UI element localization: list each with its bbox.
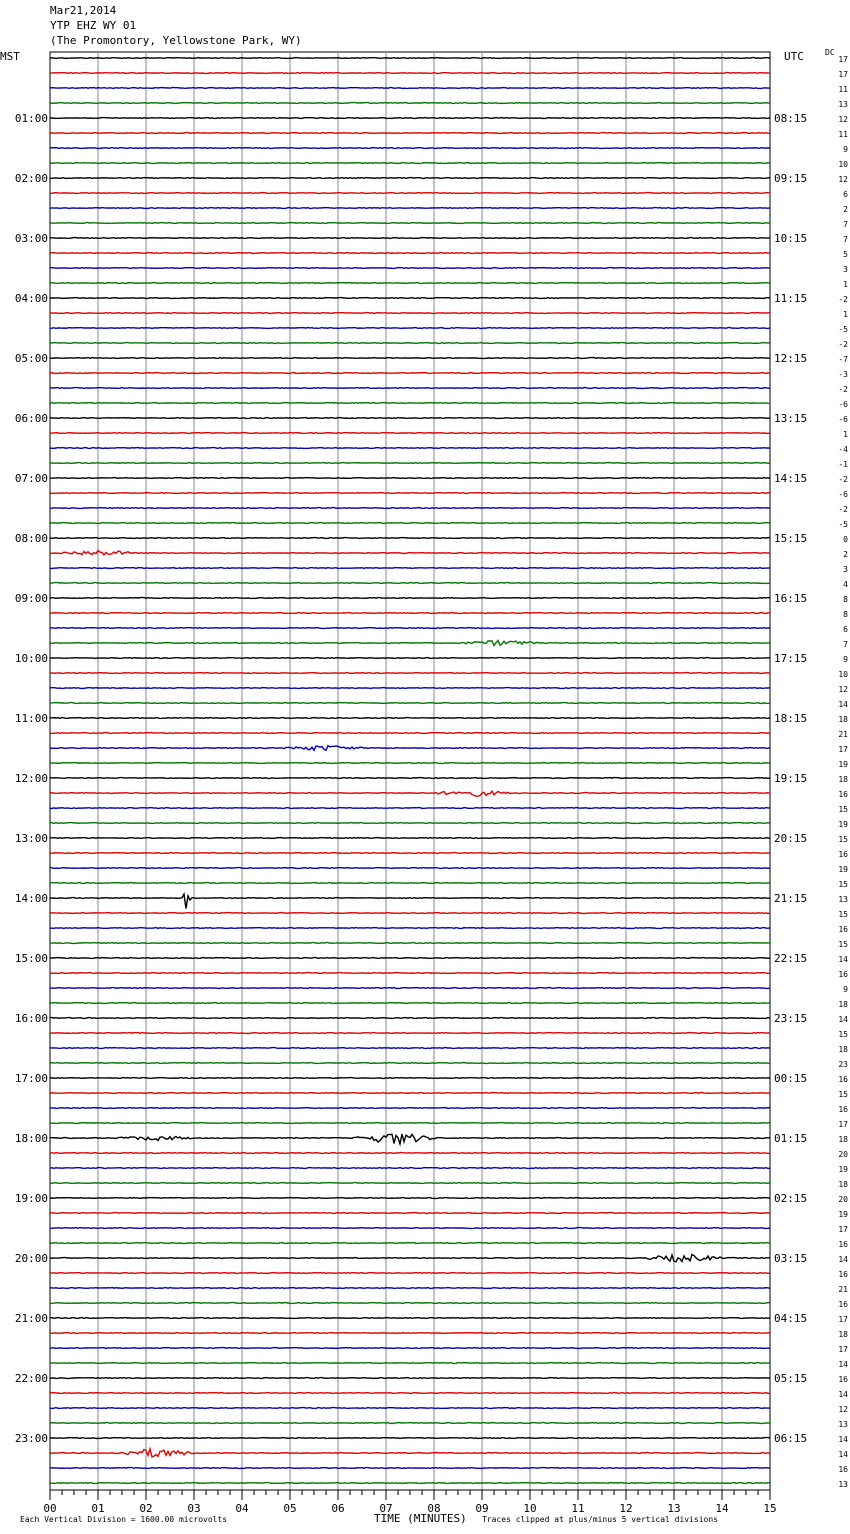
trace-line xyxy=(50,178,770,179)
trace-line xyxy=(50,640,770,645)
dc-offset-value: 1 xyxy=(843,310,848,319)
dc-offset-value: 19 xyxy=(838,820,848,829)
dc-offset-value: 15 xyxy=(838,910,848,919)
left-hour-label: 20:00 xyxy=(14,1252,48,1265)
dc-offset-value: 12 xyxy=(838,685,848,694)
x-tick-label: 04 xyxy=(235,1502,249,1515)
right-hour-label: 08:15 xyxy=(774,112,808,125)
dc-offset-value: 12 xyxy=(838,115,848,124)
trace-line xyxy=(50,568,770,569)
dc-offset-value: 20 xyxy=(838,1195,848,1204)
left-hour-label: 06:00 xyxy=(14,412,48,425)
trace-line xyxy=(50,1243,770,1244)
dc-offset-value: 14 xyxy=(838,1390,848,1399)
left-hour-label: 08:00 xyxy=(14,532,48,545)
dc-offset-value: 18 xyxy=(838,775,848,784)
dc-offset-value: -7 xyxy=(838,355,848,364)
right-hour-label: 01:15 xyxy=(774,1132,808,1145)
left-hour-label: 15:00 xyxy=(14,952,48,965)
x-axis-label: TIME (MINUTES) xyxy=(374,1512,467,1525)
dc-offset-value: 20 xyxy=(838,1150,848,1159)
dc-offset-value: -2 xyxy=(838,385,848,394)
trace-line xyxy=(50,1423,770,1424)
dc-offset-value: 7 xyxy=(843,235,848,244)
dc-offset-value: 14 xyxy=(838,955,848,964)
right-hour-label: 09:15 xyxy=(774,172,808,185)
right-hour-label: 18:15 xyxy=(774,712,808,725)
trace-line xyxy=(50,1134,770,1144)
left-hour-label: 19:00 xyxy=(14,1192,48,1205)
trace-line xyxy=(50,193,770,194)
trace-line xyxy=(50,913,770,914)
left-hour-label: 18:00 xyxy=(14,1132,48,1145)
right-hour-label: 11:15 xyxy=(774,292,808,305)
left-hour-label: 09:00 xyxy=(14,592,48,605)
trace-line xyxy=(50,208,770,209)
dc-offset-value: 13 xyxy=(838,1420,848,1429)
trace-line xyxy=(50,448,770,449)
dc-offset-value: 6 xyxy=(843,625,848,634)
trace-line xyxy=(50,718,770,719)
header-date: Mar21,2014 xyxy=(50,4,117,17)
left-hour-label: 23:00 xyxy=(14,1432,48,1445)
clip-note: Traces clipped at plus/minus 5 vertical divisions xyxy=(482,1515,719,1524)
trace-line xyxy=(50,598,770,599)
trace-line xyxy=(50,88,770,89)
trace-line xyxy=(50,1213,770,1214)
trace-line xyxy=(50,313,770,314)
left-hour-label: 10:00 xyxy=(14,652,48,665)
trace-line xyxy=(50,943,770,944)
dc-offset-value: 8 xyxy=(843,610,848,619)
dc-offset-value: 0 xyxy=(843,535,848,544)
trace-line xyxy=(50,463,770,464)
dc-offset-value: 17 xyxy=(838,1120,848,1129)
dc-offset-value: 3 xyxy=(843,565,848,574)
trace-line xyxy=(50,1273,770,1274)
right-hour-label: 03:15 xyxy=(774,1252,808,1265)
trace-line xyxy=(50,73,770,74)
right-hour-label: 02:15 xyxy=(774,1192,808,1205)
right-hour-label: 13:15 xyxy=(774,412,808,425)
trace-line xyxy=(50,823,770,824)
trace-line xyxy=(50,958,770,959)
dc-offset-value: 4 xyxy=(843,580,848,589)
dc-offset-value: 16 xyxy=(838,850,848,859)
trace-line xyxy=(50,973,770,974)
dc-offset-value: 16 xyxy=(838,970,848,979)
trace-line xyxy=(50,550,770,555)
left-hour-label: 22:00 xyxy=(14,1372,48,1385)
dc-offset-value: 15 xyxy=(838,805,848,814)
trace-line xyxy=(50,298,770,299)
left-hour-label: 07:00 xyxy=(14,472,48,485)
trace-line xyxy=(50,493,770,494)
dc-offset-value: 18 xyxy=(838,1135,848,1144)
right-hour-label: 16:15 xyxy=(774,592,808,605)
trace-line xyxy=(50,853,770,854)
trace-line xyxy=(50,583,770,584)
dc-offset-value: 17 xyxy=(838,55,848,64)
dc-offset-value: -2 xyxy=(838,340,848,349)
trace-line xyxy=(50,778,770,779)
dc-offset-value: 23 xyxy=(838,1060,848,1069)
trace-line xyxy=(50,838,770,839)
trace-line xyxy=(50,763,770,764)
dc-offset-value: 11 xyxy=(838,85,848,94)
trace-line xyxy=(50,268,770,269)
left-hour-label: 03:00 xyxy=(14,232,48,245)
dc-offset-value: 9 xyxy=(843,985,848,994)
x-tick-label: 06 xyxy=(331,1502,345,1515)
trace-line xyxy=(50,373,770,374)
dc-offset-value: 18 xyxy=(838,1180,848,1189)
trace-line xyxy=(50,1333,770,1334)
x-tick-label: 14 xyxy=(715,1502,729,1515)
dc-offset-value: 1 xyxy=(843,280,848,289)
x-tick-label: 00 xyxy=(43,1502,57,1515)
dc-offset-value: 19 xyxy=(838,1165,848,1174)
trace-line xyxy=(50,1348,770,1349)
dc-offset-value: -5 xyxy=(838,325,848,334)
trace-line xyxy=(50,1108,770,1109)
dc-offset-value: 14 xyxy=(838,1435,848,1444)
dc-offset-value: 16 xyxy=(838,1105,848,1114)
dc-offset-value: 7 xyxy=(843,220,848,229)
left-hour-label: 14:00 xyxy=(14,892,48,905)
trace-line xyxy=(50,1183,770,1184)
trace-line xyxy=(50,1449,770,1457)
left-hour-label: 04:00 xyxy=(14,292,48,305)
trace-line xyxy=(50,1168,770,1169)
header-location: (The Promontory, Yellowstone Park, WY) xyxy=(50,34,302,47)
trace-line xyxy=(50,673,770,674)
dc-offset-value: 17 xyxy=(838,1345,848,1354)
trace-line xyxy=(50,808,770,809)
right-hour-label: 05:15 xyxy=(774,1372,808,1385)
left-hour-label: 13:00 xyxy=(14,832,48,845)
trace-line xyxy=(50,478,770,479)
x-tick-label: 09 xyxy=(475,1502,489,1515)
dc-offset-value: 18 xyxy=(838,1000,848,1009)
dc-offset-value: 15 xyxy=(838,1090,848,1099)
dc-offset-value: 12 xyxy=(838,1405,848,1414)
dc-offset-value: -3 xyxy=(838,370,848,379)
dc-offset-value: 3 xyxy=(843,265,848,274)
trace-line xyxy=(50,1153,770,1154)
dc-offset-value: 17 xyxy=(838,70,848,79)
right-hour-label: 19:15 xyxy=(774,772,808,785)
trace-line xyxy=(50,658,770,659)
trace-line xyxy=(50,746,770,751)
trace-line xyxy=(50,418,770,419)
dc-offset-value: -2 xyxy=(838,475,848,484)
trace-line xyxy=(50,1018,770,1019)
trace-line xyxy=(50,1483,770,1484)
dc-offset-value: 11 xyxy=(838,130,848,139)
dc-offset-value: 12 xyxy=(838,175,848,184)
right-hour-label: 04:15 xyxy=(774,1312,808,1325)
trace-line xyxy=(50,523,770,524)
trace-line xyxy=(50,403,770,404)
dc-offset-value: 14 xyxy=(838,1450,848,1459)
trace-line xyxy=(50,103,770,104)
x-tick-label: 12 xyxy=(619,1502,633,1515)
dc-offset-value: 16 xyxy=(838,1465,848,1474)
trace-line xyxy=(50,163,770,164)
dc-offset-value: 13 xyxy=(838,895,848,904)
left-hour-label: 11:00 xyxy=(14,712,48,725)
dc-offset-value: 18 xyxy=(838,715,848,724)
trace-line xyxy=(50,688,770,689)
trace-line xyxy=(50,988,770,989)
trace-line xyxy=(50,1078,770,1079)
dc-offset-value: 21 xyxy=(838,730,848,739)
dc-offset-value: 14 xyxy=(838,1360,848,1369)
dc-offset-value: -5 xyxy=(838,520,848,529)
left-hour-label: 02:00 xyxy=(14,172,48,185)
x-tick-label: 01 xyxy=(91,1502,105,1515)
left-hour-label: 16:00 xyxy=(14,1012,48,1025)
left-hour-label: 21:00 xyxy=(14,1312,48,1325)
trace-line xyxy=(50,791,770,796)
dc-offset-value: 16 xyxy=(838,1375,848,1384)
trace-line xyxy=(50,253,770,254)
trace-line xyxy=(50,118,770,119)
left-hour-label: 12:00 xyxy=(14,772,48,785)
dc-offset-value: 15 xyxy=(838,940,848,949)
right-hour-label: 21:15 xyxy=(774,892,808,905)
dc-offset-label: DC xyxy=(825,48,835,57)
trace-line xyxy=(50,238,770,239)
right-hour-label: 15:15 xyxy=(774,532,808,545)
trace-line xyxy=(50,1438,770,1439)
right-hour-label: 12:15 xyxy=(774,352,808,365)
dc-offset-value: 14 xyxy=(838,700,848,709)
scale-note: Each Vertical Division = 1600.00 microvolts xyxy=(20,1515,228,1524)
dc-offset-value: 17 xyxy=(838,1225,848,1234)
x-tick-label: 02 xyxy=(139,1502,153,1515)
left-hour-label: 05:00 xyxy=(14,352,48,365)
right-hour-label: 23:15 xyxy=(774,1012,808,1025)
trace-line xyxy=(50,868,770,869)
trace-line xyxy=(50,1198,770,1199)
dc-offset-value: 10 xyxy=(838,670,848,679)
trace-line xyxy=(50,928,770,929)
dc-offset-value: 15 xyxy=(838,880,848,889)
dc-offset-value: 17 xyxy=(838,745,848,754)
x-tick-label: 08 xyxy=(427,1502,441,1515)
trace-line xyxy=(50,223,770,224)
trace-line xyxy=(50,1468,770,1469)
trace-line xyxy=(50,1318,770,1319)
trace-line xyxy=(50,883,770,884)
trace-line xyxy=(50,1255,770,1262)
trace-line xyxy=(50,433,770,434)
trace-line xyxy=(50,1303,770,1304)
trace-line xyxy=(50,1288,770,1289)
dc-offset-value: 16 xyxy=(838,790,848,799)
trace-line xyxy=(50,358,770,359)
trace-line xyxy=(50,1063,770,1064)
dc-offset-value: 19 xyxy=(838,865,848,874)
right-hour-label: 17:15 xyxy=(774,652,808,665)
trace-line xyxy=(50,538,770,539)
trace-line xyxy=(50,1033,770,1034)
trace-line xyxy=(50,1393,770,1394)
dc-offset-value: -6 xyxy=(838,415,848,424)
dc-offset-value: 14 xyxy=(838,1255,848,1264)
trace-line xyxy=(50,1378,770,1379)
dc-offset-value: 16 xyxy=(838,925,848,934)
dc-offset-value: 16 xyxy=(838,1240,848,1249)
trace-line xyxy=(50,703,770,704)
left-timezone-label: MST xyxy=(0,50,20,63)
dc-offset-value: 13 xyxy=(838,100,848,109)
dc-offset-value: 16 xyxy=(838,1270,848,1279)
dc-offset-value: -6 xyxy=(838,490,848,499)
x-tick-label: 05 xyxy=(283,1502,297,1515)
dc-offset-value: 10 xyxy=(838,160,848,169)
right-hour-label: 10:15 xyxy=(774,232,808,245)
dc-offset-value: 9 xyxy=(843,655,848,664)
dc-offset-value: 14 xyxy=(838,1015,848,1024)
dc-offset-value: 19 xyxy=(838,1210,848,1219)
trace-line xyxy=(50,1048,770,1049)
trace-line xyxy=(50,388,770,389)
trace-line xyxy=(50,328,770,329)
dc-offset-value: 17 xyxy=(838,1315,848,1324)
right-hour-label: 00:15 xyxy=(774,1072,808,1085)
trace-line xyxy=(50,133,770,134)
x-tick-label: 07 xyxy=(379,1502,393,1515)
trace-line xyxy=(50,1123,770,1124)
trace-line xyxy=(50,58,770,59)
dc-offset-value: -2 xyxy=(838,505,848,514)
dc-offset-value: 18 xyxy=(838,1330,848,1339)
x-tick-label: 10 xyxy=(523,1502,537,1515)
dc-offset-value: 1 xyxy=(843,430,848,439)
trace-line xyxy=(50,628,770,629)
dc-offset-value: 21 xyxy=(838,1285,848,1294)
x-tick-label: 13 xyxy=(667,1502,681,1515)
dc-offset-value: 6 xyxy=(843,190,848,199)
dc-offset-value: 19 xyxy=(838,760,848,769)
trace-line xyxy=(50,148,770,149)
dc-offset-value: -6 xyxy=(838,400,848,409)
right-hour-label: 14:15 xyxy=(774,472,808,485)
x-tick-label: 11 xyxy=(571,1502,585,1515)
dc-offset-value: 8 xyxy=(843,595,848,604)
left-hour-label: 01:00 xyxy=(14,112,48,125)
dc-offset-value: 9 xyxy=(843,145,848,154)
dc-offset-value: 15 xyxy=(838,835,848,844)
trace-line xyxy=(50,283,770,284)
trace-line xyxy=(50,613,770,614)
dc-offset-value: 5 xyxy=(843,250,848,259)
x-tick-label: 03 xyxy=(187,1502,201,1515)
dc-offset-value: 13 xyxy=(838,1480,848,1489)
right-hour-label: 20:15 xyxy=(774,832,808,845)
trace-line xyxy=(50,343,770,344)
trace-line xyxy=(50,1408,770,1409)
trace-line xyxy=(50,1228,770,1229)
trace-line xyxy=(50,1003,770,1004)
dc-offset-value: -1 xyxy=(838,460,848,469)
trace-line xyxy=(50,508,770,509)
right-hour-label: 22:15 xyxy=(774,952,808,965)
dc-offset-value: 16 xyxy=(838,1300,848,1309)
dc-offset-value: 16 xyxy=(838,1075,848,1084)
dc-offset-value: 2 xyxy=(843,205,848,214)
trace-line xyxy=(50,1363,770,1364)
dc-offset-value: -2 xyxy=(838,295,848,304)
x-tick-label: 15 xyxy=(763,1502,777,1515)
right-timezone-label: UTC xyxy=(784,50,804,63)
header-station: YTP EHZ WY 01 xyxy=(50,19,137,32)
trace-line xyxy=(50,1093,770,1094)
left-hour-label: 17:00 xyxy=(14,1072,48,1085)
dc-offset-value: 7 xyxy=(843,640,848,649)
dc-offset-value: 15 xyxy=(838,1030,848,1039)
trace-line xyxy=(50,894,770,908)
right-hour-label: 06:15 xyxy=(774,1432,808,1445)
trace-line xyxy=(50,733,770,734)
dc-offset-value: 2 xyxy=(843,550,848,559)
dc-offset-value: 18 xyxy=(838,1045,848,1054)
dc-offset-value: -4 xyxy=(838,445,848,454)
